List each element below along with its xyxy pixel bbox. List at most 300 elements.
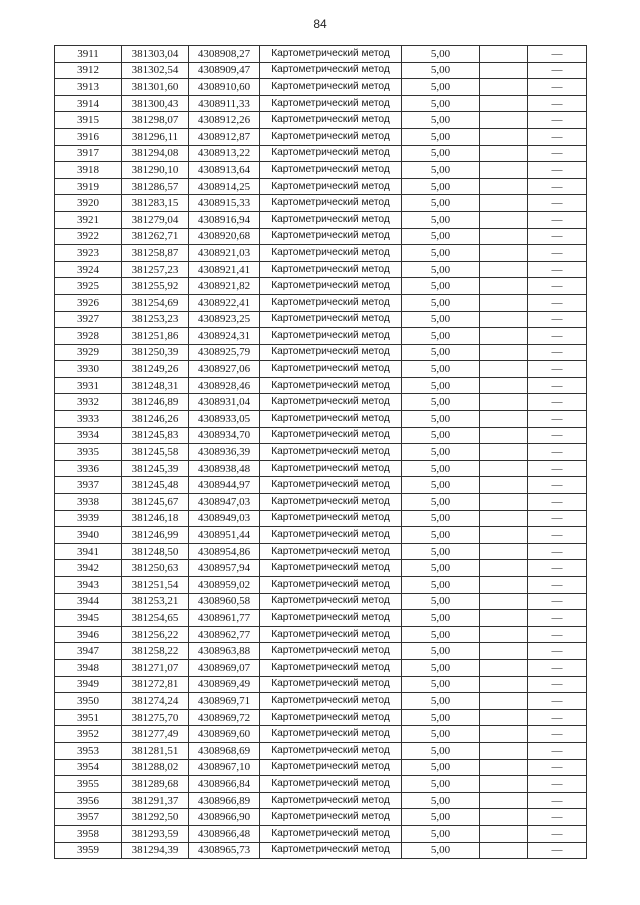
table-row — [55, 759, 587, 776]
accuracy-cell: 5,00 — [402, 394, 480, 411]
table-row — [55, 211, 587, 228]
empty-cell — [480, 311, 528, 328]
y-coordinate-cell: 4308921,82 — [189, 278, 260, 295]
accuracy-cell: 5,00 — [402, 112, 480, 129]
x-coordinate-cell: 381246,18 — [122, 510, 189, 527]
point-number-cell: 3944 — [55, 593, 122, 610]
point-number-cell: 3923 — [55, 245, 122, 262]
accuracy-cell: 5,00 — [402, 411, 480, 428]
accuracy-cell: 5,00 — [402, 726, 480, 743]
empty-cell — [480, 46, 528, 63]
method-cell: Картометрический метод — [260, 294, 402, 311]
y-coordinate-cell: 4308921,41 — [189, 261, 260, 278]
table-row — [55, 294, 587, 311]
dash-cell: — — [528, 162, 587, 179]
x-coordinate-cell: 381294,08 — [122, 145, 189, 162]
dash-cell: — — [528, 311, 587, 328]
point-number-cell: 3929 — [55, 344, 122, 361]
method-cell: Картометрический метод — [260, 477, 402, 494]
y-coordinate-cell: 4308969,72 — [189, 709, 260, 726]
accuracy-cell: 5,00 — [402, 211, 480, 228]
y-coordinate-cell: 4308913,64 — [189, 162, 260, 179]
table-row — [55, 344, 587, 361]
x-coordinate-cell: 381254,69 — [122, 294, 189, 311]
point-number-cell: 3955 — [55, 776, 122, 793]
x-coordinate-cell: 381245,48 — [122, 477, 189, 494]
dash-cell: — — [528, 560, 587, 577]
accuracy-cell: 5,00 — [402, 228, 480, 245]
y-coordinate-cell: 4308912,26 — [189, 112, 260, 129]
table-row — [55, 411, 587, 428]
y-coordinate-cell: 4308928,46 — [189, 377, 260, 394]
point-number-cell: 3942 — [55, 560, 122, 577]
empty-cell — [480, 510, 528, 527]
y-coordinate-cell: 4308962,77 — [189, 626, 260, 643]
method-cell: Картометрический метод — [260, 328, 402, 345]
empty-cell — [480, 278, 528, 295]
table-row — [55, 427, 587, 444]
x-coordinate-cell: 381250,39 — [122, 344, 189, 361]
empty-cell — [480, 742, 528, 759]
table-row — [55, 776, 587, 793]
point-number-cell: 3935 — [55, 444, 122, 461]
y-coordinate-cell: 4308968,69 — [189, 742, 260, 759]
dash-cell: — — [528, 726, 587, 743]
method-cell: Картометрический метод — [260, 709, 402, 726]
y-coordinate-cell: 4308910,60 — [189, 79, 260, 96]
point-number-cell: 3954 — [55, 759, 122, 776]
y-coordinate-cell: 4308959,02 — [189, 577, 260, 594]
method-cell: Картометрический метод — [260, 145, 402, 162]
point-number-cell: 3930 — [55, 361, 122, 378]
x-coordinate-cell: 381288,02 — [122, 759, 189, 776]
y-coordinate-cell: 4308931,04 — [189, 394, 260, 411]
dash-cell: — — [528, 112, 587, 129]
accuracy-cell: 5,00 — [402, 659, 480, 676]
method-cell: Картометрический метод — [260, 610, 402, 627]
coordinates-table — [54, 45, 587, 859]
empty-cell — [480, 676, 528, 693]
accuracy-cell: 5,00 — [402, 311, 480, 328]
method-cell: Картометрический метод — [260, 162, 402, 179]
point-number-cell: 3945 — [55, 610, 122, 627]
x-coordinate-cell: 381246,89 — [122, 394, 189, 411]
x-coordinate-cell: 381300,43 — [122, 95, 189, 112]
accuracy-cell: 5,00 — [402, 593, 480, 610]
point-number-cell: 3950 — [55, 693, 122, 710]
point-number-cell: 3959 — [55, 842, 122, 859]
y-coordinate-cell: 4308947,03 — [189, 494, 260, 511]
method-cell: Картометрический метод — [260, 543, 402, 560]
empty-cell — [480, 427, 528, 444]
empty-cell — [480, 494, 528, 511]
y-coordinate-cell: 4308966,90 — [189, 809, 260, 826]
dash-cell: — — [528, 477, 587, 494]
accuracy-cell: 5,00 — [402, 825, 480, 842]
x-coordinate-cell: 381277,49 — [122, 726, 189, 743]
x-coordinate-cell: 381249,26 — [122, 361, 189, 378]
dash-cell: — — [528, 427, 587, 444]
accuracy-cell: 5,00 — [402, 626, 480, 643]
point-number-cell: 3946 — [55, 626, 122, 643]
y-coordinate-cell: 4308966,84 — [189, 776, 260, 793]
table-row — [55, 162, 587, 179]
point-number-cell: 3916 — [55, 128, 122, 145]
accuracy-cell: 5,00 — [402, 46, 480, 63]
table-row — [55, 693, 587, 710]
x-coordinate-cell: 381290,10 — [122, 162, 189, 179]
point-number-cell: 3956 — [55, 792, 122, 809]
dash-cell: — — [528, 95, 587, 112]
point-number-cell: 3914 — [55, 95, 122, 112]
y-coordinate-cell: 4308922,41 — [189, 294, 260, 311]
accuracy-cell: 5,00 — [402, 742, 480, 759]
method-cell: Картометрический метод — [260, 178, 402, 195]
table-row — [55, 278, 587, 295]
method-cell: Картометрический метод — [260, 62, 402, 79]
empty-cell — [480, 128, 528, 145]
dash-cell: — — [528, 593, 587, 610]
method-cell: Картометрический метод — [260, 626, 402, 643]
point-number-cell: 3948 — [55, 659, 122, 676]
dash-cell: — — [528, 344, 587, 361]
accuracy-cell: 5,00 — [402, 328, 480, 345]
x-coordinate-cell: 381245,39 — [122, 460, 189, 477]
point-number-cell: 3934 — [55, 427, 122, 444]
table-row — [55, 560, 587, 577]
y-coordinate-cell: 4308916,94 — [189, 211, 260, 228]
accuracy-cell: 5,00 — [402, 128, 480, 145]
empty-cell — [480, 477, 528, 494]
dash-cell: — — [528, 444, 587, 461]
dash-cell: — — [528, 494, 587, 511]
x-coordinate-cell: 381251,86 — [122, 328, 189, 345]
table-row — [55, 543, 587, 560]
table-row — [55, 195, 587, 212]
y-coordinate-cell: 4308913,22 — [189, 145, 260, 162]
x-coordinate-cell: 381281,51 — [122, 742, 189, 759]
accuracy-cell: 5,00 — [402, 610, 480, 627]
table-row — [55, 825, 587, 842]
point-number-cell: 3953 — [55, 742, 122, 759]
x-coordinate-cell: 381275,70 — [122, 709, 189, 726]
table-row — [55, 79, 587, 96]
point-number-cell: 3958 — [55, 825, 122, 842]
y-coordinate-cell: 4308951,44 — [189, 527, 260, 544]
method-cell: Картометрический метод — [260, 377, 402, 394]
x-coordinate-cell: 381292,50 — [122, 809, 189, 826]
table-row — [55, 178, 587, 195]
accuracy-cell: 5,00 — [402, 560, 480, 577]
point-number-cell: 3931 — [55, 377, 122, 394]
x-coordinate-cell: 381258,87 — [122, 245, 189, 262]
point-number-cell: 3920 — [55, 195, 122, 212]
x-coordinate-cell: 381250,63 — [122, 560, 189, 577]
table-row — [55, 361, 587, 378]
accuracy-cell: 5,00 — [402, 427, 480, 444]
empty-cell — [480, 527, 528, 544]
empty-cell — [480, 195, 528, 212]
point-number-cell: 3915 — [55, 112, 122, 129]
accuracy-cell: 5,00 — [402, 527, 480, 544]
method-cell: Картометрический метод — [260, 759, 402, 776]
table-row — [55, 593, 587, 610]
y-coordinate-cell: 4308921,03 — [189, 245, 260, 262]
empty-cell — [480, 809, 528, 826]
y-coordinate-cell: 4308969,71 — [189, 693, 260, 710]
table-row — [55, 377, 587, 394]
x-coordinate-cell: 381289,68 — [122, 776, 189, 793]
x-coordinate-cell: 381296,11 — [122, 128, 189, 145]
point-number-cell: 3925 — [55, 278, 122, 295]
method-cell: Картометрический метод — [260, 593, 402, 610]
table-row — [55, 228, 587, 245]
empty-cell — [480, 178, 528, 195]
method-cell: Картометрический метод — [260, 394, 402, 411]
table-row — [55, 659, 587, 676]
y-coordinate-cell: 4308914,25 — [189, 178, 260, 195]
method-cell: Картометрический метод — [260, 825, 402, 842]
empty-cell — [480, 776, 528, 793]
table-row — [55, 792, 587, 809]
y-coordinate-cell: 4308923,25 — [189, 311, 260, 328]
y-coordinate-cell: 4308954,86 — [189, 543, 260, 560]
dash-cell: — — [528, 776, 587, 793]
dash-cell: — — [528, 543, 587, 560]
method-cell: Картометрический метод — [260, 46, 402, 63]
method-cell: Картометрический метод — [260, 211, 402, 228]
method-cell: Картометрический метод — [260, 79, 402, 96]
point-number-cell: 3957 — [55, 809, 122, 826]
point-number-cell: 3951 — [55, 709, 122, 726]
y-coordinate-cell: 4308969,60 — [189, 726, 260, 743]
point-number-cell: 3936 — [55, 460, 122, 477]
method-cell: Картометрический метод — [260, 676, 402, 693]
accuracy-cell: 5,00 — [402, 261, 480, 278]
empty-cell — [480, 211, 528, 228]
method-cell: Картометрический метод — [260, 560, 402, 577]
empty-cell — [480, 79, 528, 96]
dash-cell: — — [528, 328, 587, 345]
y-coordinate-cell: 4308944,97 — [189, 477, 260, 494]
method-cell: Картометрический метод — [260, 527, 402, 544]
empty-cell — [480, 659, 528, 676]
x-coordinate-cell: 381245,58 — [122, 444, 189, 461]
method-cell: Картометрический метод — [260, 311, 402, 328]
dash-cell: — — [528, 46, 587, 63]
point-number-cell: 3911 — [55, 46, 122, 63]
empty-cell — [480, 62, 528, 79]
y-coordinate-cell: 4308936,39 — [189, 444, 260, 461]
x-coordinate-cell: 381245,67 — [122, 494, 189, 511]
method-cell: Картометрический метод — [260, 792, 402, 809]
y-coordinate-cell: 4308909,47 — [189, 62, 260, 79]
dash-cell: — — [528, 527, 587, 544]
x-coordinate-cell: 381283,15 — [122, 195, 189, 212]
dash-cell: — — [528, 278, 587, 295]
y-coordinate-cell: 4308925,79 — [189, 344, 260, 361]
point-number-cell: 3940 — [55, 527, 122, 544]
point-number-cell: 3947 — [55, 643, 122, 660]
accuracy-cell: 5,00 — [402, 842, 480, 859]
empty-cell — [480, 577, 528, 594]
empty-cell — [480, 344, 528, 361]
empty-cell — [480, 411, 528, 428]
table-row — [55, 95, 587, 112]
y-coordinate-cell: 4308934,70 — [189, 427, 260, 444]
point-number-cell: 3943 — [55, 577, 122, 594]
empty-cell — [480, 294, 528, 311]
x-coordinate-cell: 381298,07 — [122, 112, 189, 129]
dash-cell: — — [528, 245, 587, 262]
empty-cell — [480, 328, 528, 345]
table-row — [55, 62, 587, 79]
method-cell: Картометрический метод — [260, 577, 402, 594]
table-row — [55, 527, 587, 544]
x-coordinate-cell: 381257,23 — [122, 261, 189, 278]
table-row — [55, 460, 587, 477]
table-row — [55, 809, 587, 826]
table-row — [55, 643, 587, 660]
dash-cell: — — [528, 261, 587, 278]
table-row — [55, 128, 587, 145]
dash-cell: — — [528, 825, 587, 842]
y-coordinate-cell: 4308911,33 — [189, 95, 260, 112]
method-cell: Картометрический метод — [260, 361, 402, 378]
dash-cell: — — [528, 294, 587, 311]
empty-cell — [480, 792, 528, 809]
empty-cell — [480, 444, 528, 461]
point-number-cell: 3912 — [55, 62, 122, 79]
y-coordinate-cell: 4308908,27 — [189, 46, 260, 63]
y-coordinate-cell: 4308912,87 — [189, 128, 260, 145]
method-cell: Картометрический метод — [260, 245, 402, 262]
x-coordinate-cell: 381294,39 — [122, 842, 189, 859]
method-cell: Картометрический метод — [260, 742, 402, 759]
x-coordinate-cell: 381253,21 — [122, 593, 189, 610]
empty-cell — [480, 610, 528, 627]
x-coordinate-cell: 381253,23 — [122, 311, 189, 328]
point-number-cell: 3952 — [55, 726, 122, 743]
accuracy-cell: 5,00 — [402, 145, 480, 162]
table-row — [55, 510, 587, 527]
method-cell: Картометрический метод — [260, 659, 402, 676]
empty-cell — [480, 693, 528, 710]
x-coordinate-cell: 381254,65 — [122, 610, 189, 627]
x-coordinate-cell: 381251,54 — [122, 577, 189, 594]
x-coordinate-cell: 381286,57 — [122, 178, 189, 195]
x-coordinate-cell: 381255,92 — [122, 278, 189, 295]
table-row — [55, 709, 587, 726]
y-coordinate-cell: 4308969,07 — [189, 659, 260, 676]
dash-cell: — — [528, 643, 587, 660]
empty-cell — [480, 543, 528, 560]
method-cell: Картометрический метод — [260, 261, 402, 278]
y-coordinate-cell: 4308965,73 — [189, 842, 260, 859]
table-row — [55, 577, 587, 594]
point-number-cell: 3926 — [55, 294, 122, 311]
accuracy-cell: 5,00 — [402, 494, 480, 511]
table-row — [55, 676, 587, 693]
y-coordinate-cell: 4308967,10 — [189, 759, 260, 776]
point-number-cell: 3917 — [55, 145, 122, 162]
accuracy-cell: 5,00 — [402, 809, 480, 826]
accuracy-cell: 5,00 — [402, 344, 480, 361]
accuracy-cell: 5,00 — [402, 577, 480, 594]
table-row — [55, 261, 587, 278]
x-coordinate-cell: 381272,81 — [122, 676, 189, 693]
point-number-cell: 3921 — [55, 211, 122, 228]
dash-cell: — — [528, 577, 587, 594]
dash-cell: — — [528, 411, 587, 428]
page-number: 84 — [313, 17, 327, 31]
table-row — [55, 328, 587, 345]
point-number-cell: 3924 — [55, 261, 122, 278]
dash-cell: — — [528, 759, 587, 776]
dash-cell: — — [528, 361, 587, 378]
accuracy-cell: 5,00 — [402, 377, 480, 394]
accuracy-cell: 5,00 — [402, 95, 480, 112]
empty-cell — [480, 394, 528, 411]
dash-cell: — — [528, 659, 587, 676]
empty-cell — [480, 245, 528, 262]
method-cell: Картометрический метод — [260, 228, 402, 245]
y-coordinate-cell: 4308938,48 — [189, 460, 260, 477]
table-row — [55, 494, 587, 511]
table-row — [55, 742, 587, 759]
accuracy-cell: 5,00 — [402, 195, 480, 212]
point-number-cell: 3941 — [55, 543, 122, 560]
x-coordinate-cell: 381256,22 — [122, 626, 189, 643]
x-coordinate-cell: 381245,83 — [122, 427, 189, 444]
table-row — [55, 311, 587, 328]
table-row — [55, 610, 587, 627]
x-coordinate-cell: 381262,71 — [122, 228, 189, 245]
x-coordinate-cell: 381301,60 — [122, 79, 189, 96]
method-cell: Картометрический метод — [260, 278, 402, 295]
y-coordinate-cell: 4308924,31 — [189, 328, 260, 345]
table-row — [55, 477, 587, 494]
method-cell: Картометрический метод — [260, 112, 402, 129]
method-cell: Картометрический метод — [260, 510, 402, 527]
table-row — [55, 394, 587, 411]
empty-cell — [480, 460, 528, 477]
y-coordinate-cell: 4308969,49 — [189, 676, 260, 693]
x-coordinate-cell: 381246,26 — [122, 411, 189, 428]
dash-cell: — — [528, 145, 587, 162]
x-coordinate-cell: 381293,59 — [122, 825, 189, 842]
accuracy-cell: 5,00 — [402, 776, 480, 793]
dash-cell: — — [528, 79, 587, 96]
method-cell: Картометрический метод — [260, 726, 402, 743]
table-row — [55, 46, 587, 63]
accuracy-cell: 5,00 — [402, 693, 480, 710]
table-body — [55, 46, 587, 859]
empty-cell — [480, 759, 528, 776]
method-cell: Картометрический метод — [260, 809, 402, 826]
accuracy-cell: 5,00 — [402, 444, 480, 461]
method-cell: Картометрический метод — [260, 427, 402, 444]
method-cell: Картометрический метод — [260, 776, 402, 793]
x-coordinate-cell: 381258,22 — [122, 643, 189, 660]
accuracy-cell: 5,00 — [402, 62, 480, 79]
table-row — [55, 726, 587, 743]
method-cell: Картометрический метод — [260, 444, 402, 461]
y-coordinate-cell: 4308927,06 — [189, 361, 260, 378]
dash-cell: — — [528, 842, 587, 859]
method-cell: Картометрический метод — [260, 128, 402, 145]
empty-cell — [480, 162, 528, 179]
